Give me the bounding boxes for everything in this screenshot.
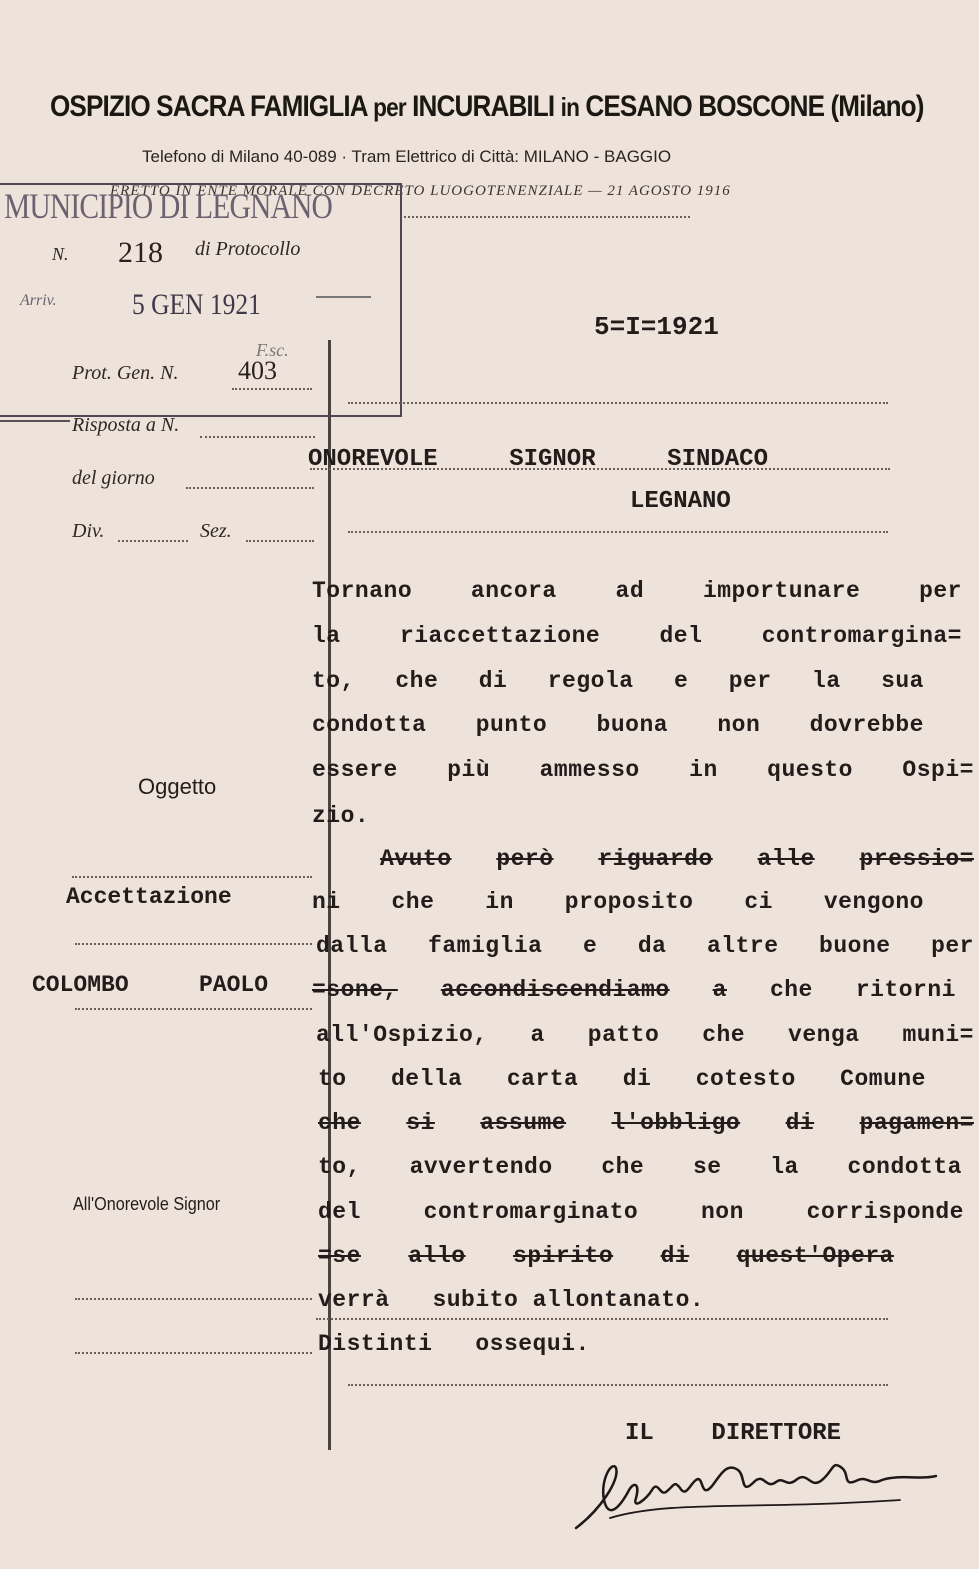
body-line-10: =sone, accondiscendiamo a che ritorni: [312, 977, 956, 1003]
body-line-13: che si assume l'obbligo di pagamen=: [318, 1110, 974, 1136]
letterhead-title: OSPIZIO SACRA FAMIGLIA per INCURABILI in CESANO BOSCONE (Milano): [50, 90, 924, 123]
div-label: Div.: [72, 520, 105, 542]
director-signature: [570, 1440, 950, 1540]
giorno-line: [186, 487, 314, 489]
oggetto-label: Oggetto: [138, 774, 217, 799]
city-line: [348, 531, 888, 533]
risposta-line: [200, 436, 315, 438]
prot-gen-value: 403: [238, 356, 277, 385]
addressee-city: LEGNANO: [630, 488, 731, 515]
prot-gen-label: Prot. Gen. N.: [72, 362, 179, 384]
protocol-label: di Protocollo: [195, 238, 301, 260]
protocol-number: 218: [118, 236, 163, 269]
body-line-5: essere più ammesso in questo Ospi=: [312, 757, 974, 783]
subject-text: Accettazione: [66, 884, 232, 910]
addressee-line: [310, 468, 890, 470]
body-line-1: Tornano ancora ad importunare per: [312, 578, 962, 604]
body-line-9: dalla famiglia e da altre buone per: [316, 933, 974, 959]
stamp-arrival-label: Arriv.: [20, 292, 57, 309]
div-line: [118, 540, 188, 542]
fasc-label: F.sc.: [256, 340, 289, 360]
body-line-11: all'Ospizio, a patto che venga muni=: [316, 1022, 974, 1048]
body-line-15: del contromarginato non corrisponde: [318, 1199, 964, 1225]
giorno-label: del giorno: [72, 467, 155, 489]
recipient-label: All'Onorevole Signor: [73, 1194, 221, 1214]
risposta-label: Risposta a N.: [72, 414, 180, 436]
date-line: [348, 402, 888, 404]
stamp-date: 5 GEN 1921: [132, 288, 261, 321]
body-line-8: ni che in proposito ci vengono: [312, 889, 924, 915]
stamp-n-label: N.: [52, 244, 69, 264]
body-line-3: to, che di regola e per la sua: [312, 668, 924, 694]
addressee: ONOREVOLE SIGNOR SINDACO: [308, 446, 768, 473]
decree-underline: [400, 216, 690, 218]
body-line-17: verrà subito allontanato.: [318, 1287, 705, 1313]
body-line-17-rule: [316, 1318, 888, 1320]
letterhead-subtitle: Telefono di Milano 40-089 · Tram Elettrico di Città: MILANO - BAGGIO: [142, 147, 672, 166]
oggetto-line-3: [75, 1008, 312, 1010]
body-line-4: condotta punto buona non dovrebbe: [312, 712, 924, 738]
oggetto-line-2: [75, 943, 312, 945]
body-line-6: zio.: [312, 803, 370, 829]
sez-label: Sez.: [200, 520, 232, 542]
body-line-18: Distinti ossequi.: [318, 1331, 590, 1357]
body-line-14: to, avvertendo che se la condotta: [318, 1154, 962, 1180]
closing-line: [348, 1384, 888, 1386]
signoff: IL DIRETTORE: [625, 1420, 842, 1447]
letterhead-decree: ERETTO IN ENTE MORALE CON DECRETO LUOGOTENENZIALE — 21 AGOSTO 1916: [110, 183, 731, 199]
recipient-line-2: [75, 1352, 312, 1354]
recipient-line-1: [75, 1298, 312, 1300]
body-line-12: to della carta di cotesto Comune: [318, 1066, 926, 1092]
letter-date: 5=I=1921: [594, 312, 719, 342]
body-line-7: Avuto però riguardo alle pressio=: [380, 846, 974, 872]
stamp-title: MUNICIPIO DI LEGNANO: [4, 186, 332, 226]
prot-gen-line: [232, 388, 312, 390]
oggetto-line-1: [72, 876, 312, 878]
subject-name: COLOMBO PAOLO: [32, 972, 268, 998]
sez-line: [246, 540, 314, 542]
stamp-left-mark: [0, 420, 70, 422]
body-line-2: la riaccettazione del contromargina=: [312, 623, 962, 649]
body-line-16: =se allo spirito di quest'Opera: [318, 1243, 894, 1269]
stamp-dash: [316, 296, 371, 298]
